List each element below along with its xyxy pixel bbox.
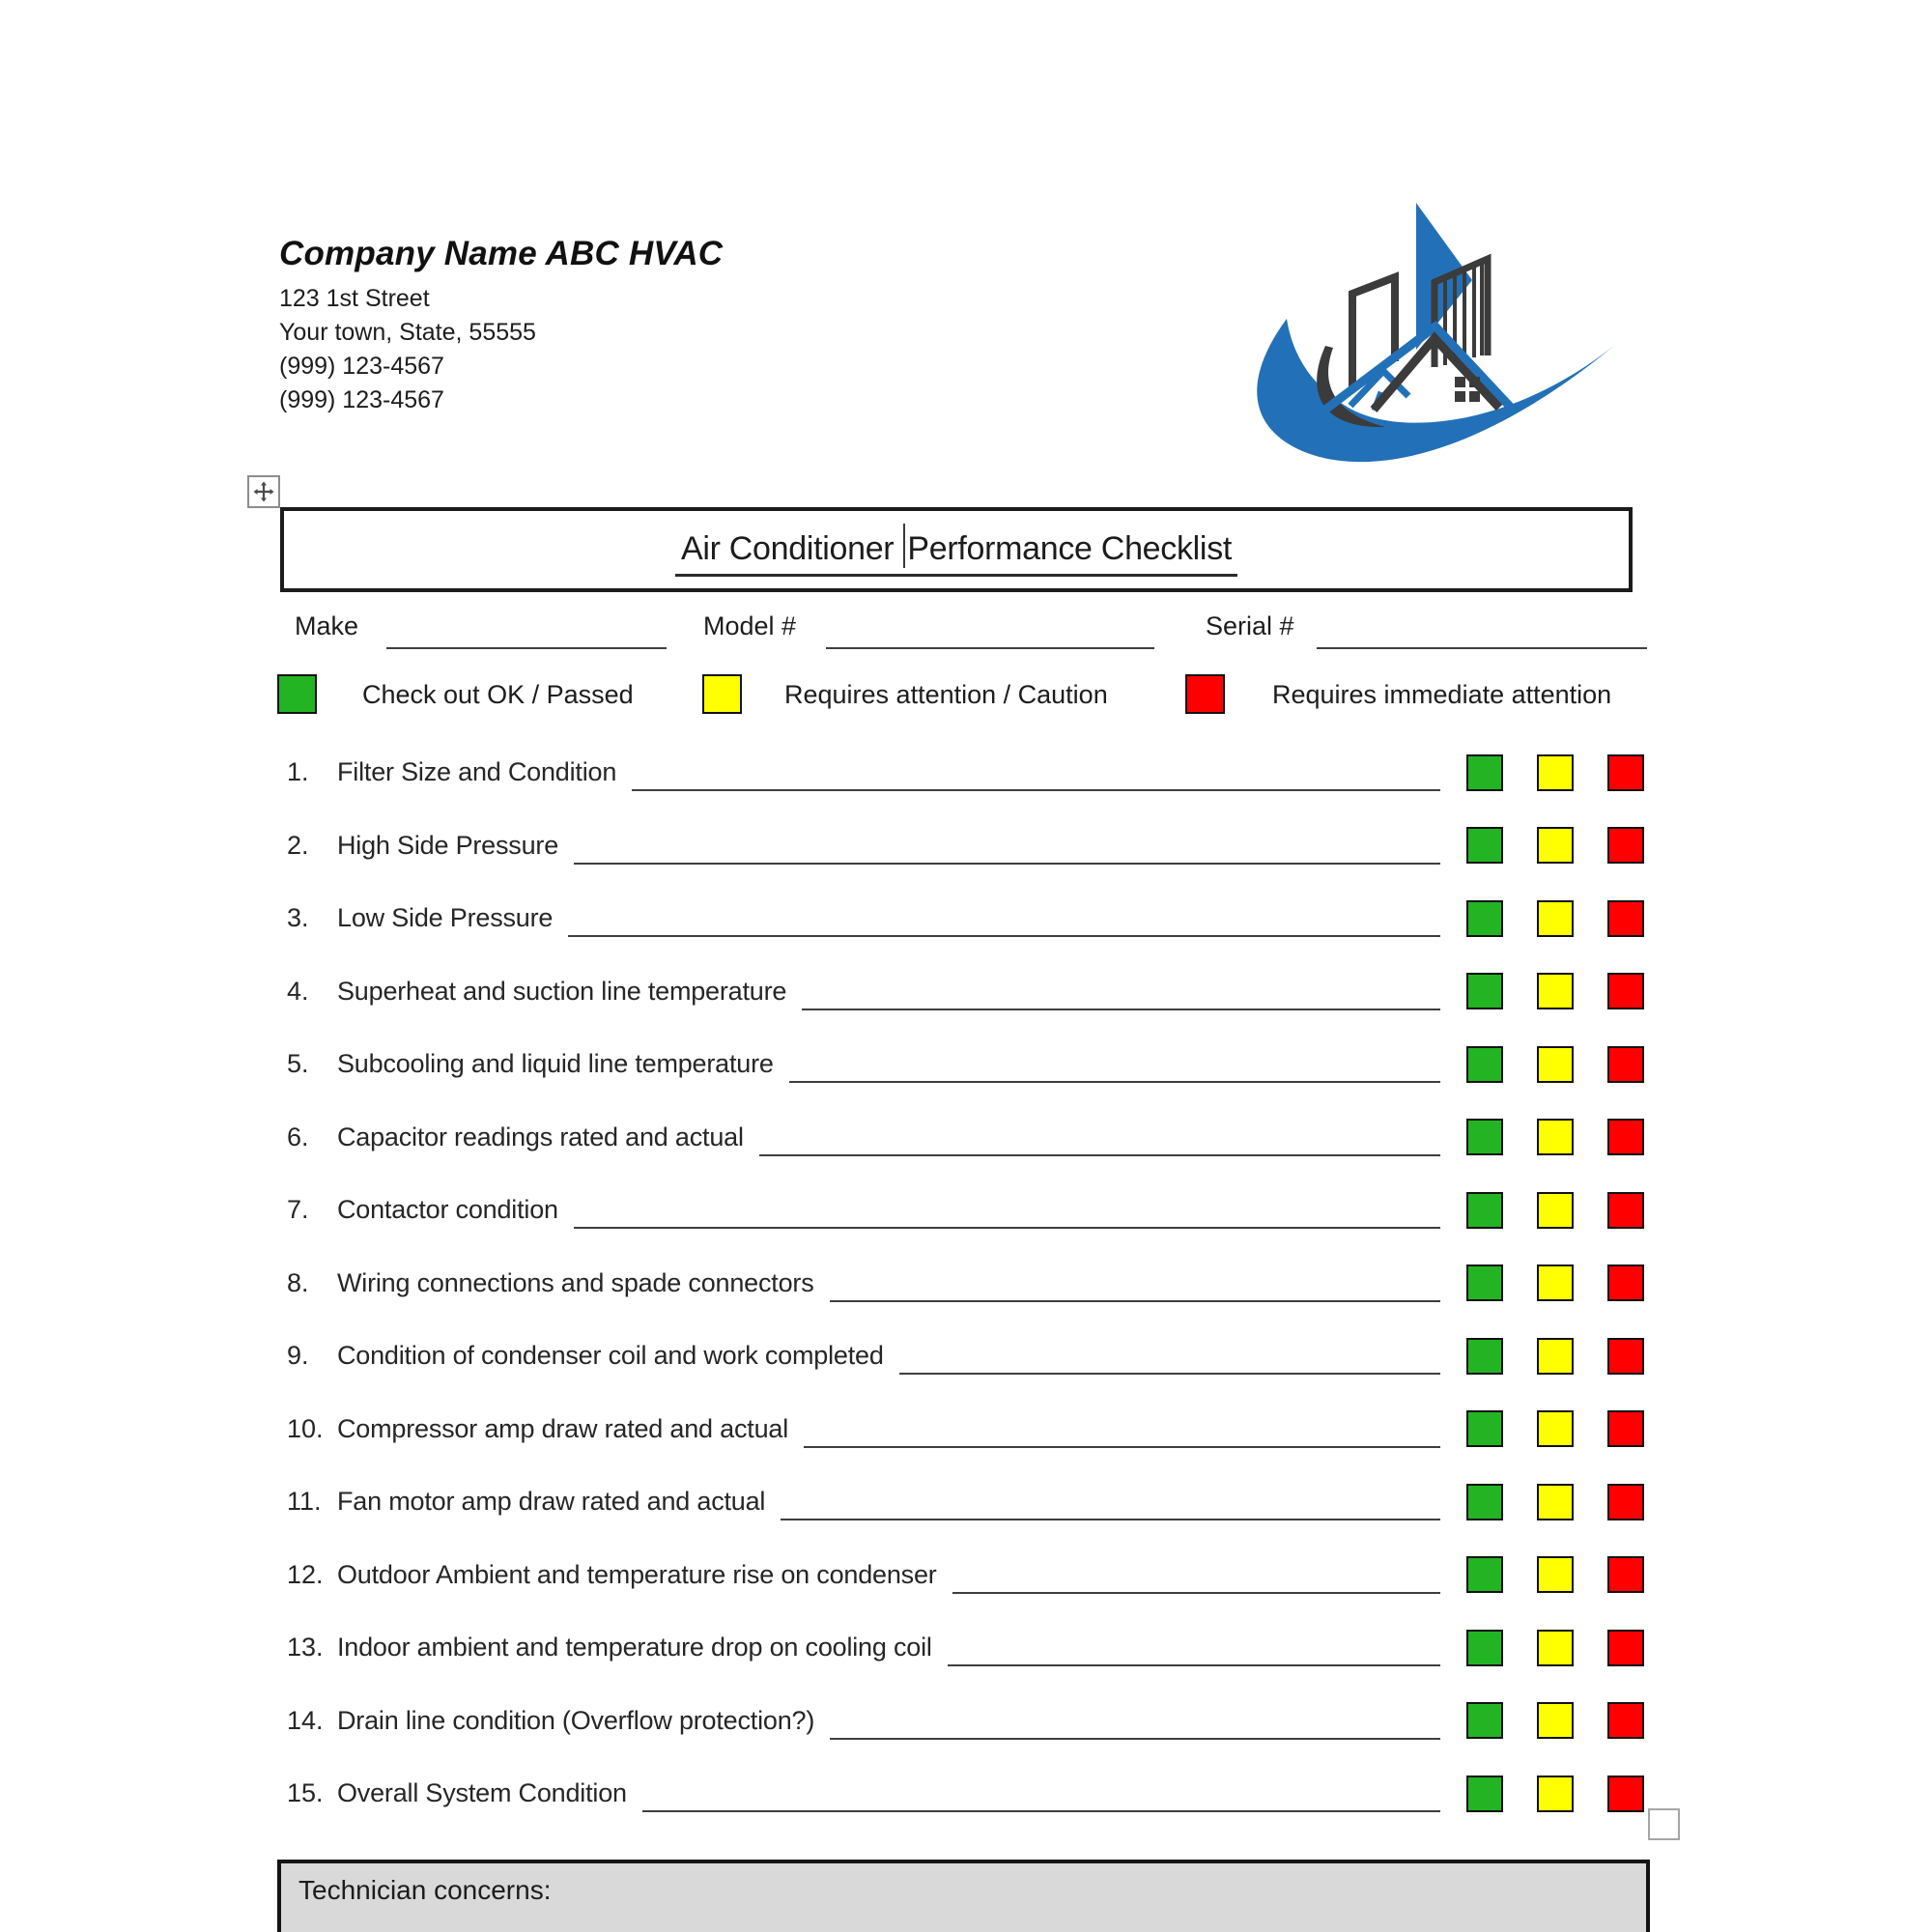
status-box-yellow[interactable] [1537,1776,1574,1812]
status-box-yellow[interactable] [1537,1702,1574,1739]
item-fill-line[interactable] [574,827,1440,865]
item-number: 11. [287,1487,322,1517]
checklist-title-box [280,507,1633,592]
status-box-yellow[interactable] [1537,1192,1574,1229]
status-box-red[interactable] [1607,1410,1644,1447]
status-box-yellow[interactable] [1537,754,1574,791]
checklist-row [287,810,1644,883]
company-address-line2: Your town, State, 55555 [279,319,536,346]
item-number: 15. [287,1778,324,1808]
item-fill-line[interactable] [759,1119,1440,1156]
status-boxes [1466,1338,1644,1375]
item-label: High Side Pressure [337,830,559,860]
item-label: Overall System Condition [337,1778,627,1808]
item-number: 6. [287,1122,309,1151]
status-boxes [1466,1264,1644,1301]
status-box-red[interactable] [1607,900,1644,937]
checklist-row [287,1174,1644,1247]
status-box-yellow[interactable] [1537,1556,1574,1593]
item-number: 5. [287,1049,309,1079]
legend-label-green: Check out OK / Passed [362,680,634,709]
title-part2: Performance Checklist [907,529,1233,567]
status-boxes [1466,1484,1644,1520]
status-box-yellow[interactable] [1537,1410,1574,1447]
item-number: 8. [287,1267,309,1297]
status-box-green[interactable] [1466,1046,1503,1083]
status-boxes [1466,1046,1644,1083]
status-box-green[interactable] [1466,754,1503,791]
status-box-red[interactable] [1607,1192,1644,1229]
status-box-red[interactable] [1607,1484,1644,1520]
item-label: Drain line condition (Overflow protection?) [337,1705,815,1735]
status-box-green[interactable] [1466,900,1503,937]
status-box-green[interactable] [1466,1702,1503,1739]
legend-label-red: Requires immediate attention [1272,680,1612,709]
item-fill-line[interactable] [948,1629,1440,1666]
company-phone2: (999) 123-4567 [279,386,444,413]
item-label: Compressor amp draw rated and actual [337,1413,789,1443]
model-fill-line[interactable] [826,609,1154,649]
status-box-red[interactable] [1607,973,1644,1009]
item-number: 4. [287,976,309,1006]
checklist-row [287,1393,1644,1466]
status-boxes [1466,1119,1644,1155]
item-number: 2. [287,830,309,860]
status-box-green[interactable] [1466,1630,1503,1666]
serial-label: Serial # [1206,611,1294,640]
item-label: Low Side Pressure [337,903,554,933]
item-label: Condition of condenser coil and work completed [337,1341,884,1371]
status-box-green[interactable] [1466,973,1503,1009]
serial-fill-line[interactable] [1317,609,1647,649]
status-box-yellow[interactable] [1537,1484,1574,1520]
company-phone1: (999) 123-4567 [279,353,444,380]
item-fill-line[interactable] [804,1410,1440,1448]
status-legend [277,674,1649,717]
item-fill-line[interactable] [802,973,1440,1010]
item-number: 10. [287,1413,324,1443]
status-box-yellow[interactable] [1537,1630,1574,1666]
technician-concerns-label: Technician concerns: [298,1875,552,1905]
legend-swatch-green-icon [277,674,317,714]
model-label: Model # [703,611,797,640]
status-box-red[interactable] [1607,1630,1644,1666]
legend-swatch-red-icon [1185,674,1225,714]
item-fill-line[interactable] [830,1702,1440,1740]
item-number: 1. [287,757,309,787]
status-box-green[interactable] [1466,1484,1503,1520]
checklist-row [287,1247,1644,1321]
checklist-row [287,955,1644,1029]
checklist-row [287,1465,1644,1539]
status-box-green[interactable] [1466,1192,1503,1229]
item-label: Indoor ambient and temperature drop on cooling coil [337,1633,932,1662]
status-box-red[interactable] [1607,1338,1644,1375]
status-box-yellow[interactable] [1537,1119,1574,1155]
company-name: Company Name ABC HVAC [279,235,724,272]
status-box-red[interactable] [1607,1046,1644,1083]
item-label: Outdoor Ambient and temperature rise on condenser [337,1559,937,1589]
item-label: Contactor condition [337,1195,558,1225]
legend-label-yellow: Requires attention / Caution [784,680,1108,709]
company-logo-icon [1236,185,1633,485]
item-fill-line[interactable] [642,1775,1440,1812]
company-address-line1: 123 1st Street [279,285,430,312]
status-box-red[interactable] [1607,827,1644,864]
checklist-title [675,524,1237,577]
checklist-row [287,882,1644,955]
status-box-yellow[interactable] [1537,973,1574,1009]
status-box-green[interactable] [1466,1776,1503,1812]
checklist-row [287,1101,1644,1175]
title-part1: Air Conditioner [680,529,895,567]
item-label: Wiring connections and spade connectors [337,1267,814,1297]
status-box-yellow[interactable] [1537,1264,1574,1301]
item-label: Fan motor amp draw rated and actual [337,1487,766,1517]
status-boxes [1466,1702,1644,1739]
item-number: 9. [287,1341,309,1371]
item-number: 7. [287,1195,309,1225]
checklist [287,736,1644,1831]
item-number: 14. [287,1705,324,1735]
status-box-yellow[interactable] [1537,900,1574,937]
status-box-green[interactable] [1466,1410,1503,1447]
checklist-row [287,1757,1644,1831]
item-fill-line[interactable] [830,1264,1441,1302]
status-box-green[interactable] [1466,1119,1503,1155]
table-resize-handle[interactable] [1648,1808,1680,1840]
text-cursor [903,524,905,568]
technician-concerns-bar [277,1860,1650,1932]
legend-swatch-yellow-icon [702,674,742,714]
checklist-row [287,1685,1644,1758]
status-box-yellow[interactable] [1537,1046,1574,1083]
make-label: Make [295,611,359,640]
item-number: 12. [287,1559,324,1589]
item-label: Filter Size and Condition [337,757,617,787]
status-box-green[interactable] [1466,1556,1503,1593]
status-box-yellow[interactable] [1537,1338,1574,1375]
status-boxes [1466,827,1644,864]
item-fill-line[interactable] [574,1191,1440,1229]
status-boxes [1466,1556,1644,1593]
unit-info-row [277,609,1649,653]
status-boxes [1466,1192,1644,1229]
status-box-red[interactable] [1607,1119,1644,1155]
move-arrows-icon [252,480,275,503]
status-box-red[interactable] [1607,1702,1644,1739]
status-box-red[interactable] [1607,1776,1644,1812]
status-box-red[interactable] [1607,1556,1644,1593]
status-box-green[interactable] [1466,1264,1503,1301]
status-box-red[interactable] [1607,754,1644,791]
status-box-green[interactable] [1466,1338,1503,1375]
item-number: 3. [287,903,309,933]
item-fill-line[interactable] [632,753,1440,791]
item-fill-line[interactable] [899,1337,1440,1375]
item-fill-line[interactable] [789,1045,1440,1083]
item-label: Subcooling and liquid line temperature [337,1049,774,1079]
status-boxes [1466,973,1644,1009]
item-fill-line[interactable] [781,1483,1440,1520]
item-fill-line[interactable] [952,1556,1440,1594]
status-boxes [1466,900,1644,937]
checklist-row [287,1028,1644,1101]
company-header [279,235,723,417]
status-boxes [1466,1630,1644,1666]
checklist-row [287,1539,1644,1612]
status-box-green[interactable] [1466,827,1503,864]
make-fill-line[interactable] [386,609,667,649]
checklist-row [287,1320,1644,1393]
item-fill-line[interactable] [568,899,1440,937]
table-move-handle[interactable] [247,475,280,508]
item-number: 13. [287,1633,324,1662]
status-boxes [1466,1776,1644,1812]
status-boxes [1466,754,1644,791]
item-label: Capacitor readings rated and actual [337,1122,744,1151]
checklist-row [287,1611,1644,1685]
status-box-yellow[interactable] [1537,827,1574,864]
status-boxes [1466,1410,1644,1447]
status-box-red[interactable] [1607,1264,1644,1301]
item-label: Superheat and suction line temperature [337,976,787,1006]
checklist-row [287,736,1644,810]
